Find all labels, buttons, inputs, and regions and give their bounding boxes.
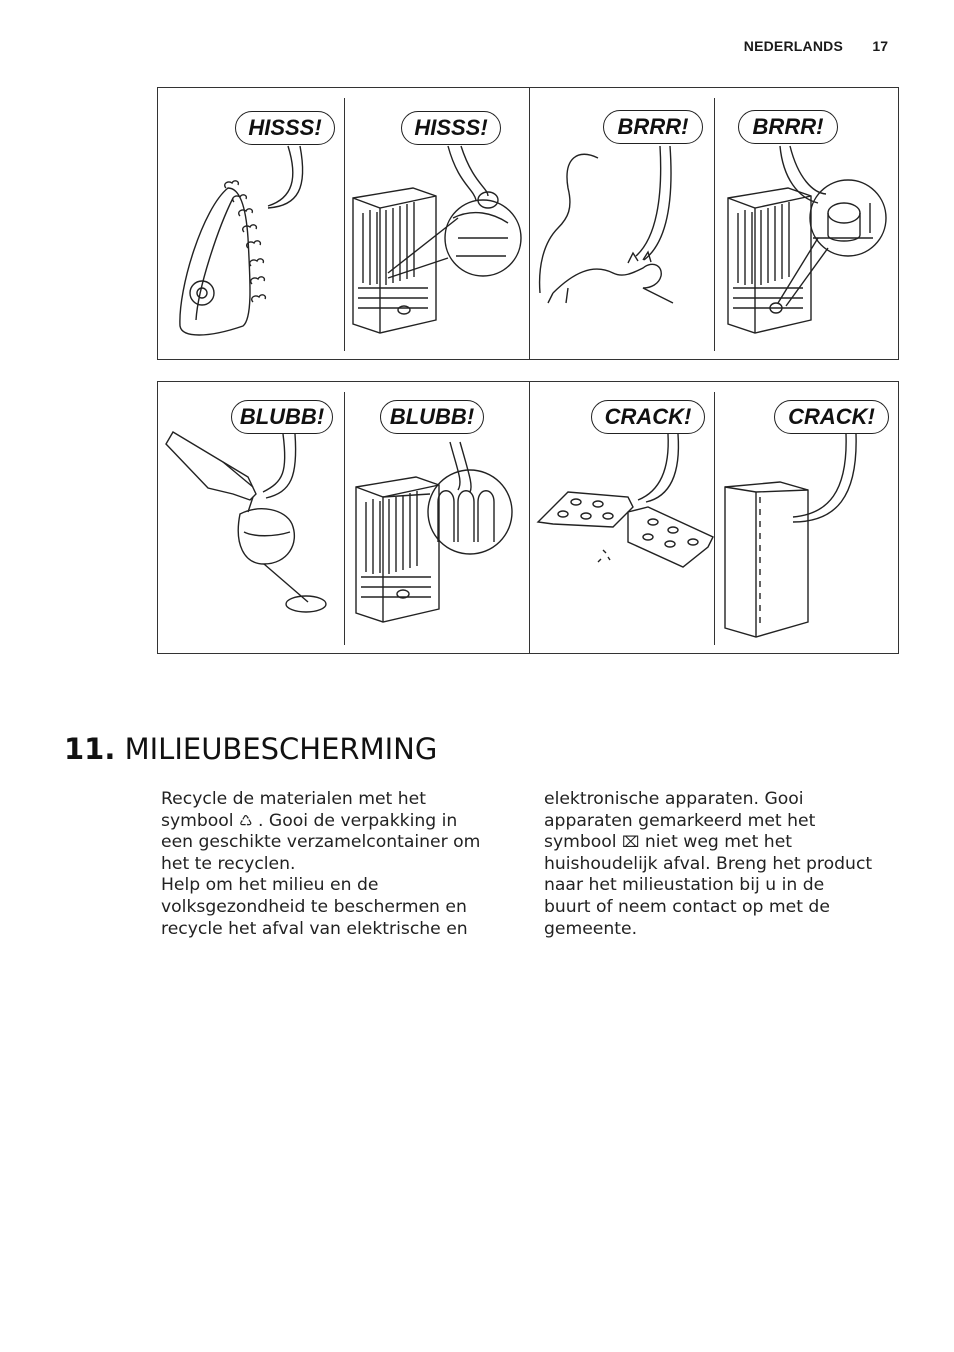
panel-divider — [714, 98, 715, 351]
panel-divider — [344, 98, 345, 351]
wine-pouring-illustration — [166, 432, 326, 612]
panel-divider — [529, 382, 530, 653]
panel-divider — [714, 392, 715, 645]
text-run: . Gooi de verpakking in een geschikte verzamelcontainer om het te recyclen. — [161, 810, 481, 874]
speech-bubble: BRRR! — [603, 110, 703, 144]
fridge-front-illustration — [725, 434, 856, 637]
cat-illustration — [540, 146, 673, 303]
text-run: niet weg met het huishoudelijk afval. Breng het product naar het milieustation bij u in de buurt of neem contact op met de gemeente. — [544, 832, 873, 939]
speech-bubble: BLUBB! — [380, 400, 484, 434]
speech-bubble: HISSS! — [235, 111, 335, 145]
speech-bubble: HISSS! — [401, 111, 501, 145]
section-number: 11. — [64, 732, 116, 766]
illustration-row-2 — [157, 381, 899, 654]
section-title: MILIEUBESCHERMING — [124, 732, 438, 766]
header-language: NEDERLANDS — [743, 38, 843, 54]
section-heading — [64, 732, 437, 766]
text-run: elektronische apparaten. Gooi apparaten gemarkeerd met het symbool — [544, 789, 816, 853]
speech-bubble: CRACK! — [774, 400, 889, 434]
page-header — [0, 38, 954, 58]
ice-cracking-illustration — [538, 434, 713, 567]
fridge-back-illustration-2 — [728, 146, 886, 333]
fridge-back-illustration-3 — [356, 442, 512, 622]
paragraph — [161, 789, 491, 875]
paragraph — [544, 789, 874, 940]
text-run: Recycle de materialen met het symbool — [161, 789, 426, 831]
speech-bubble: BRRR! — [738, 110, 838, 144]
speech-bubble: CRACK! — [591, 400, 705, 434]
fridge-back-illustration-1 — [353, 146, 521, 333]
panel-divider — [529, 88, 530, 359]
paragraph: Help om het milieu en de volksgezondheid te beschermen en recycle het afval van elektrische en — [161, 875, 468, 939]
crossed-bin-icon: ⌧ — [622, 833, 640, 852]
illustration-row-1 — [157, 87, 899, 360]
text-column-1 — [161, 789, 491, 940]
speech-bubble: BLUBB! — [231, 400, 333, 434]
panel-divider — [344, 392, 345, 645]
iron-illustration — [180, 146, 303, 335]
recycle-icon: ♺ — [239, 811, 253, 830]
text-column-2 — [544, 789, 874, 940]
page-number: 17 — [872, 38, 888, 54]
